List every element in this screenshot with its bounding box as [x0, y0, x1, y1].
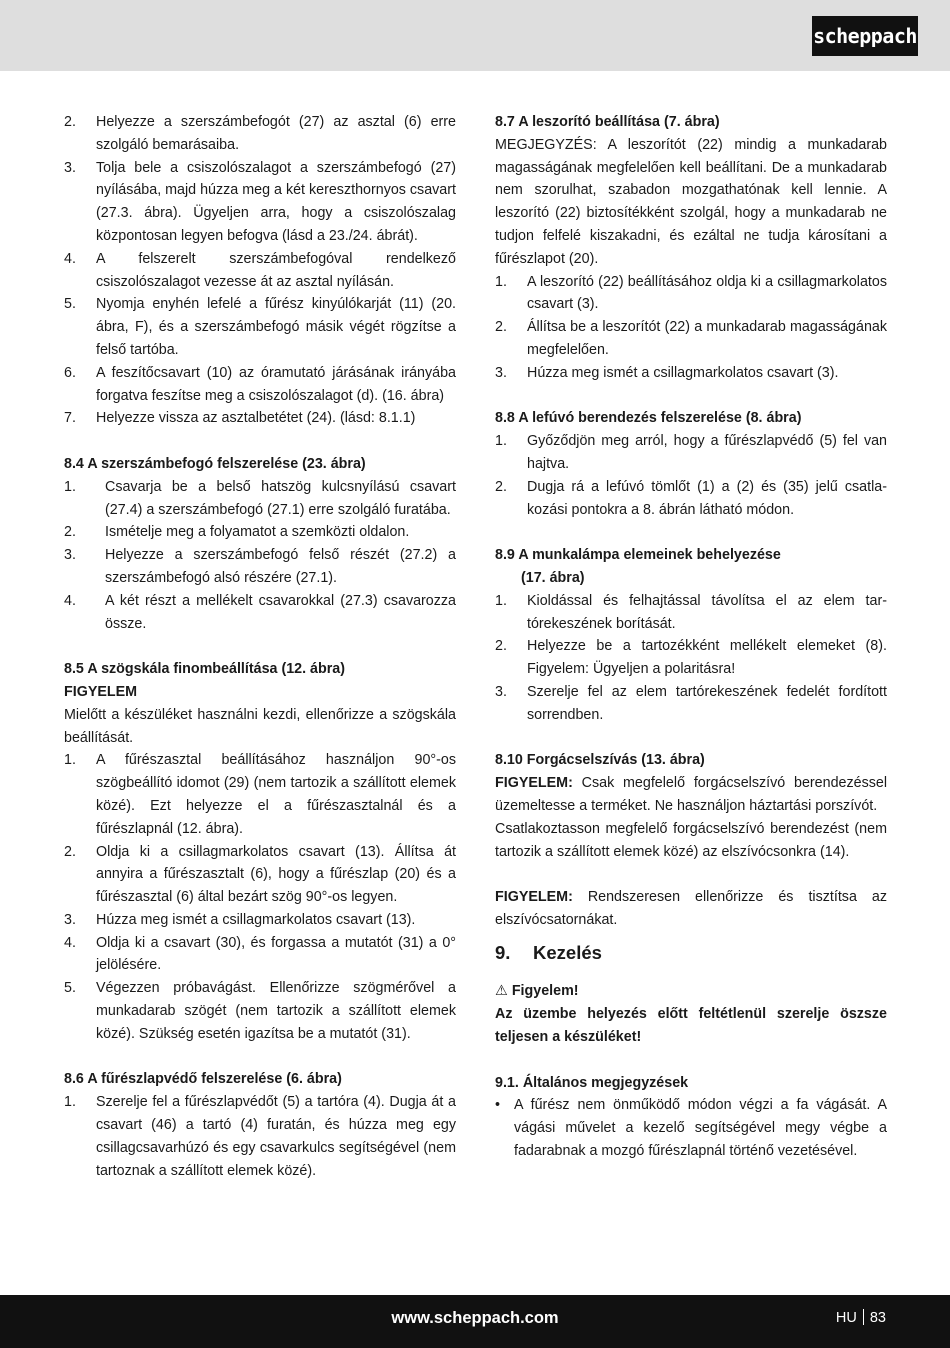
section-8-9-heading: 8.9 A munkalámpa elemeinek behelyezése: [495, 547, 781, 564]
section-8-7-list: [495, 271, 887, 385]
section-8-6-heading: 8.6 A fűrészlapvédő felszerelése (6. ábra): [64, 1071, 342, 1088]
separator: [863, 1309, 864, 1325]
header-band: [0, 0, 950, 71]
list-item: 7. Helyezze vissza az asztalbetétet (24). (lásd: 8.1.1): [64, 410, 416, 427]
list-item: 1. Szerelje fel a fűrészlapvédőt (5) a tartóra (4). Dugja át a csavart (46) a tartó (4) furatán, és húzza meg egy csillagcsavarhúzó és egy csavarkulcs segítségével (nem tartoznak a szállított elemek közé).: [64, 1094, 456, 1179]
section-8-5-list: [64, 749, 456, 1045]
list-item: 2. Ismételje meg a folyamatot a szemközti oldalon.: [64, 524, 410, 541]
list-item: 1. Csavarja be a belső hatszög kulcsnyílású csavart (27.4) a szerszámbefogó (27.1) erre szolgáló furatába.: [64, 478, 456, 518]
section-8-9-list: [495, 590, 887, 727]
section-8-10-heading: 8.10 Forgácselszívás (13. ábra): [495, 752, 705, 769]
section-8-4-list: [64, 476, 456, 636]
list-item: 1. A fűrészasztal beállításához használjon 90°-os szögbeállító idomot (29) (nem tartozik a szállított elemek közé). Ezt helyezze el a fűrészasztalnál és a fűrészlapnál (12. ábra).: [64, 752, 456, 837]
section-8-7-heading: 8.7 A leszorító beállítása (7. ábra): [495, 114, 720, 130]
section-8-10-paragraph: Csatlakoztasson megfelelő forgácselszívó berendezést (nem tartozik a szállított elemek közé) az elszívócsonkra (14).: [495, 820, 887, 860]
list-item: 3. Tolja bele a csiszolószalagot a szerszámbefogó (27) nyílásába, majd húzza meg a két kereszthornyos csavart (27.3. ábra). Ügyeljen arra, hogy a csiszolószalag központosan legyen befogva (lásd a 23./24. ábrát).: [64, 159, 456, 244]
section-8-5-heading: 8.5 A szögskála finombeállítása (12. ábra): [64, 661, 346, 678]
list-item: 3. Szerelje fel az elem tartórekeszének fedelét fordított sorrendben.: [495, 683, 887, 723]
list-item: 5. Nyomja enyhén lefelé a fűrész kinyúlókarját (11) (20. ábra, F), és a szerszámbefogó másik végét rögzítse a felső tartóba.: [64, 296, 456, 358]
section-9-1-heading: 9.1. Általános megjegyzések: [495, 1074, 689, 1091]
list-item: 3. Helyezze a szerszámbefogó felső részét (27.2) a szerszámbefogó alsó részére (27.1).: [64, 547, 456, 586]
list-item: 3. Húzza meg ismét a csillagmarkolatos csavart (3).: [495, 364, 839, 381]
list-item: 4. A két részt a mellékelt csavarokkal (27.3) csavarozza össze.: [64, 592, 456, 632]
list-item: 6. A feszítőcsavart (10) az óramutató járásának irányába forgatva feszítse meg a csiszolószalagot (d). (16. ábra): [64, 364, 456, 404]
list-item: 1. A leszorító (22) beállításához oldja ki a csillagmarkolatos csavart (3).: [495, 273, 887, 313]
section-8-10-warning-1: FIGYELEM: Csak megfelelő forgácselszívó berendezéssel üzemeltesse a terméket. Ne használjon háztartási porszívót.: [495, 775, 887, 814]
page-indicator: [836, 1295, 886, 1342]
section-8-8-heading: 8.8 A lefúvó berendezés felszerelése (8. ábra): [495, 410, 802, 427]
list-item: 4. A felszerelt szerszámbefogóval rendelkező csiszolószalagot vezesse át az asztal nyílásán.: [64, 250, 456, 290]
bullet-item: • A fűrész nem önműködő módon végzi a fa vágását. A vágási művelet a kezelő segítségével megy végbe a fadarabnak a mozgó fűrészlapnál történő vezetésével.: [495, 1094, 887, 1162]
warning-title: ⚠ Figyelem!: [495, 983, 579, 1000]
list-item: 3. Húzza meg ismét a csillagmarkolatos csavart (13).: [64, 911, 416, 928]
warning-triangle-icon: ⚠: [495, 983, 508, 1000]
section-8-9-heading-line2: (17. ábra): [521, 569, 585, 586]
footer-bar: [0, 1295, 950, 1348]
list-item: 5. Végezzen próbavágást. Ellenőrizze szögmérővel a munkadarab szögét (nem tartozik a szállított elemek közé). Szükség esetén igazítsa be a mutatót (31).: [64, 980, 456, 1042]
section-8-10-warning-2: FIGYELEM: Rendszeresen ellenőrizze és tisztítsa az elszívócsatornákat.: [495, 889, 887, 928]
list-item: 2. Helyezze a szerszámbefogót (27) az asztal (6) erre szolgáló bemarásaiba.: [64, 114, 456, 153]
section-8-6-list: [64, 1091, 456, 1182]
list-item: 2. Dugja rá a lefúvó tömlőt (1) a (2) és (35) jelű csatlakozási pontokra a 8. ábrán látható módon.: [495, 478, 887, 518]
warning-label: FIGYELEM: [64, 683, 138, 700]
section-8-8-list: [495, 430, 887, 521]
list-item: 1. Kioldással és felhajtással távolítsa el az elem tartórekeszének borítását.: [495, 592, 887, 632]
list-item: 2. Állítsa be a leszorítót (22) a munkadarab magasságának megfelelően.: [495, 319, 887, 358]
website-url: www.scheppach.com: [391, 1309, 559, 1327]
language-code: HU: [835, 1310, 857, 1326]
section-8-7-note: MEGJEGYZÉS: A leszorítót (22) mindig a munkadarab magasságának megfelelően kell beállítani. De a munkadarab nem szorulhat, szabadon mozgathatónak kell lennie. A leszorító (22) biztosítékként szolgál, hogy a munkadarab ne tudjon felfelé kiszakadni, és ezáltal ne tudja károsítani a fűrészlapot (20).: [495, 136, 887, 267]
warning-text: Az üzembe helyezés előtt feltétlenül szerelje öszsze teljesen a készüléket!: [495, 1006, 887, 1046]
bullet-icon: •: [495, 1097, 501, 1114]
list-item: 1. Győződjön meg arról, hogy a fűrészlapvédő (5) fel van hajtva.: [495, 433, 887, 472]
scheppach-logo: scheppach: [812, 16, 918, 56]
left-column: [64, 111, 456, 1182]
list-item: 4. Oldja ki a csavart (30), és forgassa a mutatót (31) a 0° jelölésére.: [64, 934, 456, 974]
list-continued: [64, 111, 456, 430]
page-number: 83: [869, 1310, 886, 1326]
right-column: [495, 111, 887, 1163]
section-8-4-heading: 8.4 A szerszámbefogó felszerelése (23. ábra): [64, 455, 366, 472]
list-item: 2. Helyezze be a tartozékként mellékelt elemeket (8). Figyelem: Ügyeljen a polaritásra!: [495, 638, 887, 678]
section-8-5-intro: Mielőtt a készüléket használni kezdi, ellenőrizze a szögskála beállítását.: [64, 706, 456, 746]
section-9-heading: 9. Kezelés: [495, 941, 602, 963]
list-item: 2. Oldja ki a csillagmarkolatos csavart (13). Állítsa át annyira a fűrészasztalt (6), hogy a fűrészlap (20) és a fűrészasztal (6) által bezárt szög 90°-os legyen.: [64, 843, 456, 906]
